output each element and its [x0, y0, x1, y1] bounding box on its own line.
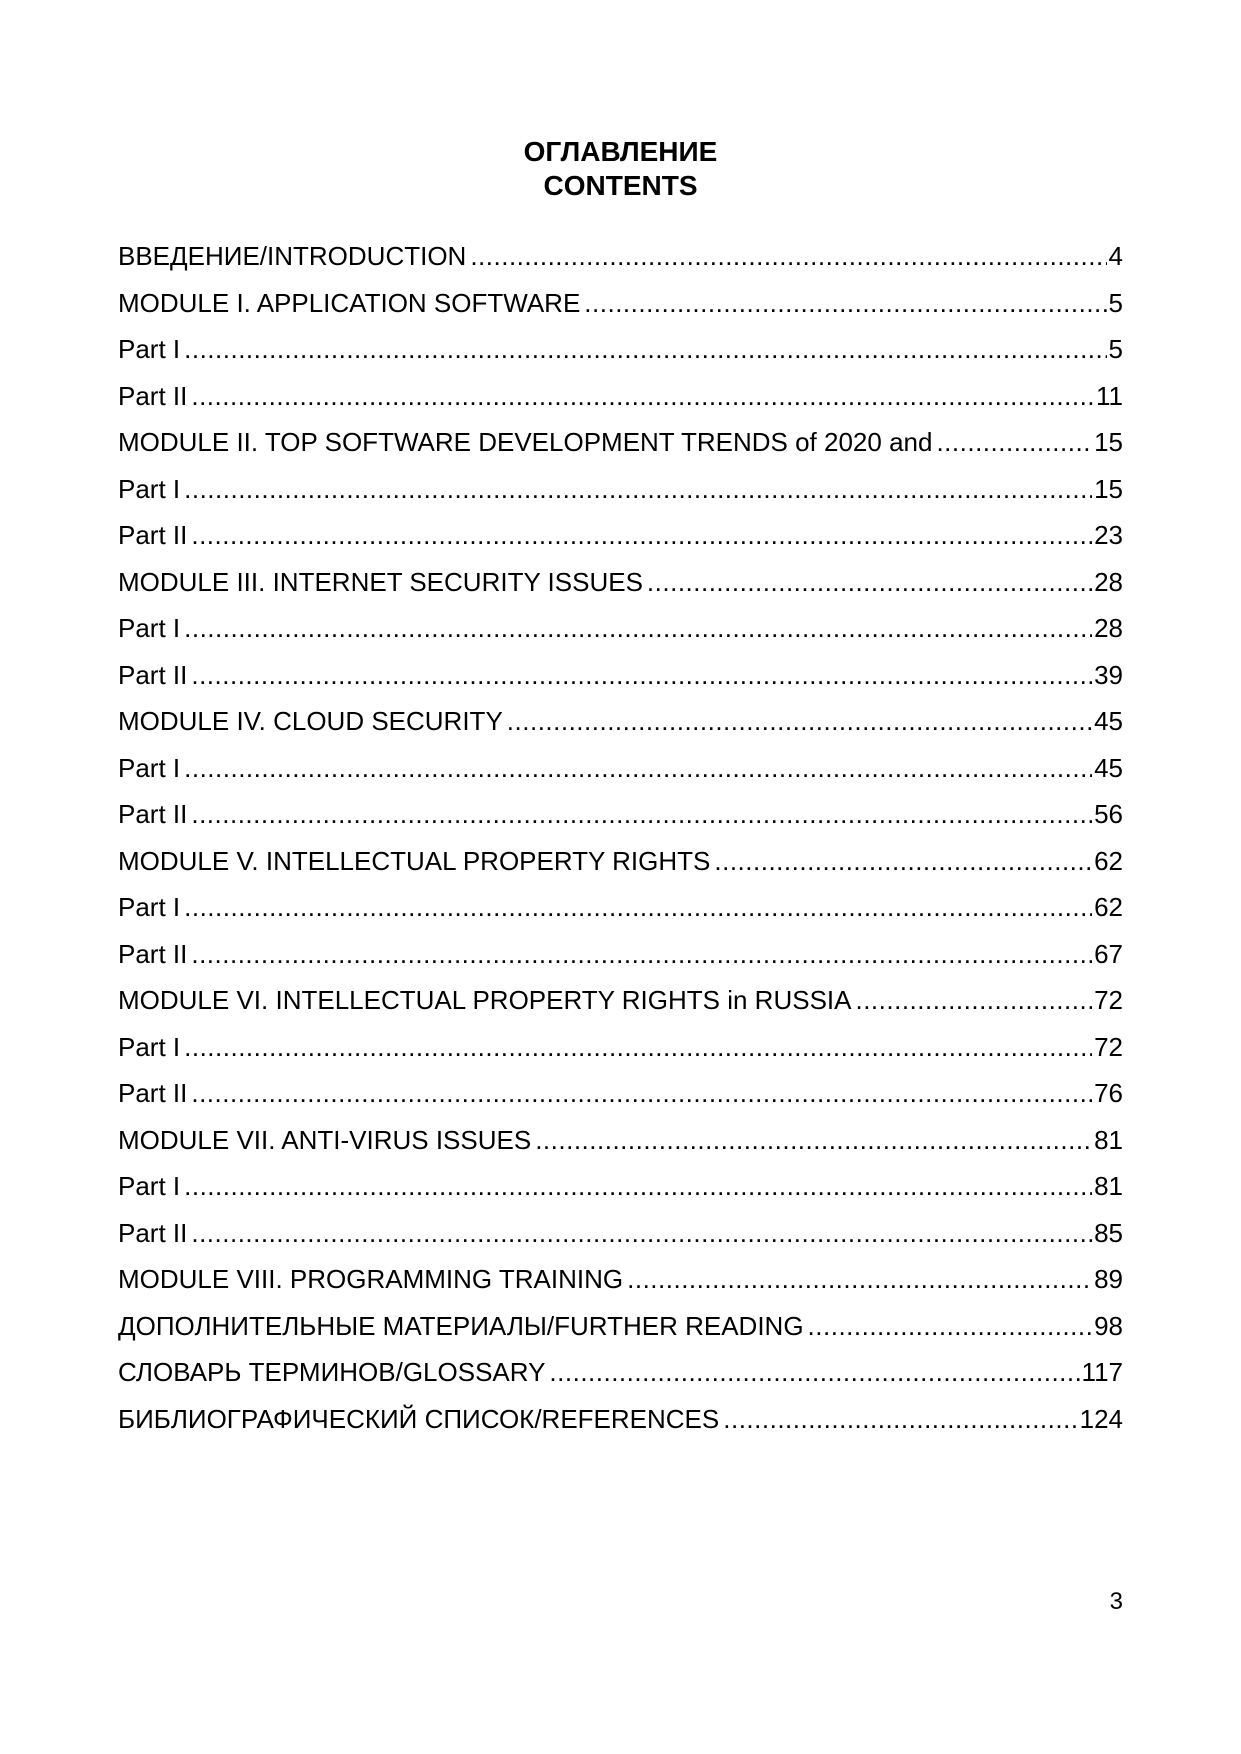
toc-dot-leader [191, 1210, 1092, 1257]
toc-dot-leader [549, 1349, 1079, 1396]
toc-entry[interactable] [118, 233, 1123, 280]
toc-dot-leader [936, 419, 1092, 466]
toc-entry[interactable] [118, 931, 1123, 978]
toc-dot-leader [627, 1256, 1092, 1303]
toc-dot-leader [184, 326, 1106, 373]
toc-entry-page: 28 [1094, 566, 1123, 597]
toc-entry-label: Part I [118, 1031, 181, 1062]
toc-entry[interactable] [118, 419, 1123, 466]
toc-dot-leader [647, 559, 1092, 606]
toc-entry-label: MODULE II. TOP SOFTWARE DEVELOPMENT TRENDS of 2020 and [118, 427, 933, 457]
toc-entry-page: 4 [1108, 241, 1123, 271]
toc-entry-page: 98 [1094, 1310, 1123, 1341]
toc-dot-leader [191, 791, 1092, 838]
toc-entry-label: Part I [118, 1171, 181, 1201]
toc-dot-leader [714, 838, 1092, 885]
toc-entry-label: БИБЛИОГРАФИЧЕСКИЙ СПИСОК/REFERENCES [118, 1403, 720, 1434]
toc-dot-leader [184, 745, 1092, 792]
toc-dot-leader [191, 512, 1092, 559]
toc-entry-page: 45 [1094, 706, 1123, 736]
toc-entry-label: Part I [118, 334, 181, 364]
toc-entry[interactable] [118, 466, 1123, 513]
toc-entry[interactable] [118, 559, 1123, 606]
toc-dot-leader [184, 1024, 1092, 1071]
toc-dot-leader [535, 1117, 1092, 1164]
toc-entry-label: Part I [118, 752, 181, 783]
toc-entry-page: 45 [1094, 752, 1123, 783]
toc-entry[interactable] [118, 652, 1123, 699]
toc-entry[interactable] [118, 605, 1123, 652]
toc-entry-label: MODULE VIII. PROGRAMMING TRAINING [118, 1264, 624, 1294]
toc-entry[interactable] [118, 326, 1123, 373]
toc-entry[interactable] [118, 1349, 1123, 1396]
toc-entry-label: Part II [118, 799, 188, 829]
toc-entry-page: 15 [1094, 473, 1123, 504]
toc-entry-page: 81 [1094, 1171, 1123, 1201]
toc-entry-label: MODULE VII. ANTI-VIRUS ISSUES [118, 1124, 532, 1155]
toc-entry[interactable] [118, 791, 1123, 838]
toc-entry[interactable] [118, 745, 1123, 792]
toc-entry[interactable] [118, 1396, 1123, 1443]
toc-entry-label: Part I [118, 613, 181, 643]
toc-entry[interactable] [118, 977, 1123, 1024]
toc-entry-label: MODULE V. INTELLECTUAL PROPERTY RIGHTS [118, 845, 711, 876]
toc-entry[interactable] [118, 373, 1123, 420]
toc-dot-leader [507, 698, 1092, 745]
toc-entry-page: 117 [1081, 1357, 1123, 1387]
toc-entry-label: Part II [118, 1078, 188, 1108]
toc-entry-label: Part II [118, 380, 188, 411]
toc-entry-label: Part II [118, 938, 188, 969]
table-of-contents [118, 233, 1123, 1442]
toc-entry-page: 67 [1094, 938, 1123, 969]
toc-entry[interactable] [118, 1070, 1123, 1117]
toc-entry-label: MODULE IV. CLOUD SECURITY [118, 706, 503, 736]
toc-entry[interactable] [118, 1163, 1123, 1210]
toc-entry-page: 39 [1094, 659, 1123, 690]
toc-entry-page: 15 [1094, 427, 1123, 457]
toc-entry-page: 28 [1094, 613, 1123, 643]
toc-entry-label: MODULE I. APPLICATION SOFTWARE [118, 287, 581, 318]
toc-entry[interactable] [118, 698, 1123, 745]
toc-entry-label: MODULE VI. INTELLECTUAL PROPERTY RIGHTS in RUSSIA [118, 985, 852, 1015]
toc-entry[interactable] [118, 1256, 1123, 1303]
toc-entry[interactable] [118, 884, 1123, 931]
toc-entry-label: Part I [118, 473, 181, 504]
toc-entry-label: Part I [118, 892, 181, 922]
page-number: 3 [1109, 1588, 1123, 1615]
toc-dot-leader [184, 466, 1092, 513]
toc-dot-leader [184, 884, 1092, 931]
toc-dot-leader [184, 1163, 1092, 1210]
toc-entry-page: 124 [1079, 1403, 1123, 1434]
toc-entry[interactable] [118, 1210, 1123, 1257]
toc-dot-leader [723, 1396, 1077, 1443]
toc-entry[interactable] [118, 1303, 1123, 1350]
toc-entry-page: 56 [1094, 799, 1123, 829]
toc-dot-leader [584, 280, 1106, 327]
toc-entry[interactable] [118, 512, 1123, 559]
toc-entry-label: Part II [118, 659, 188, 690]
toc-entry[interactable] [118, 1117, 1123, 1164]
toc-entry[interactable] [118, 1024, 1123, 1071]
toc-entry-page: 72 [1094, 1031, 1123, 1062]
toc-entry-page: 76 [1094, 1078, 1123, 1108]
toc-entry-page: 5 [1108, 287, 1123, 318]
toc-entry-page: 72 [1094, 985, 1123, 1015]
toc-entry-page: 85 [1094, 1217, 1123, 1248]
toc-dot-leader [191, 652, 1092, 699]
toc-entry-page: 62 [1094, 892, 1123, 922]
toc-entry-label: Part II [118, 520, 188, 550]
toc-dot-leader [808, 1303, 1093, 1350]
contents-title-en: CONTENTS [543, 170, 698, 201]
toc-dot-leader [184, 605, 1092, 652]
toc-entry-page: 23 [1094, 520, 1123, 550]
toc-entry-page: 62 [1094, 845, 1123, 876]
toc-dot-leader [191, 1070, 1092, 1117]
toc-dot-leader [191, 373, 1094, 420]
toc-entry-label: ДОПОЛНИТЕЛЬНЫЕ МАТЕРИАЛЫ/FURTHER READING [118, 1310, 804, 1341]
toc-entry-label: Part II [118, 1217, 188, 1248]
toc-entry-label: СЛОВАРЬ ТЕРМИНОВ/GLOSSARY [118, 1357, 546, 1387]
toc-dot-leader [470, 233, 1106, 280]
toc-entry-page: 11 [1096, 380, 1123, 411]
toc-entry-page: 5 [1108, 334, 1123, 364]
toc-dot-leader [191, 931, 1092, 978]
toc-entry-label: ВВЕДЕНИЕ/INTRODUCTION [118, 241, 467, 271]
toc-entry[interactable] [118, 838, 1123, 885]
contents-title-ru: ОГЛАВЛЕНИЕ [523, 136, 718, 167]
toc-entry[interactable] [118, 280, 1123, 327]
toc-dot-leader [855, 977, 1092, 1024]
toc-entry-page: 81 [1094, 1124, 1123, 1155]
toc-entry-label: MODULE III. INTERNET SECURITY ISSUES [118, 566, 643, 597]
toc-entry-page: 89 [1094, 1264, 1123, 1294]
